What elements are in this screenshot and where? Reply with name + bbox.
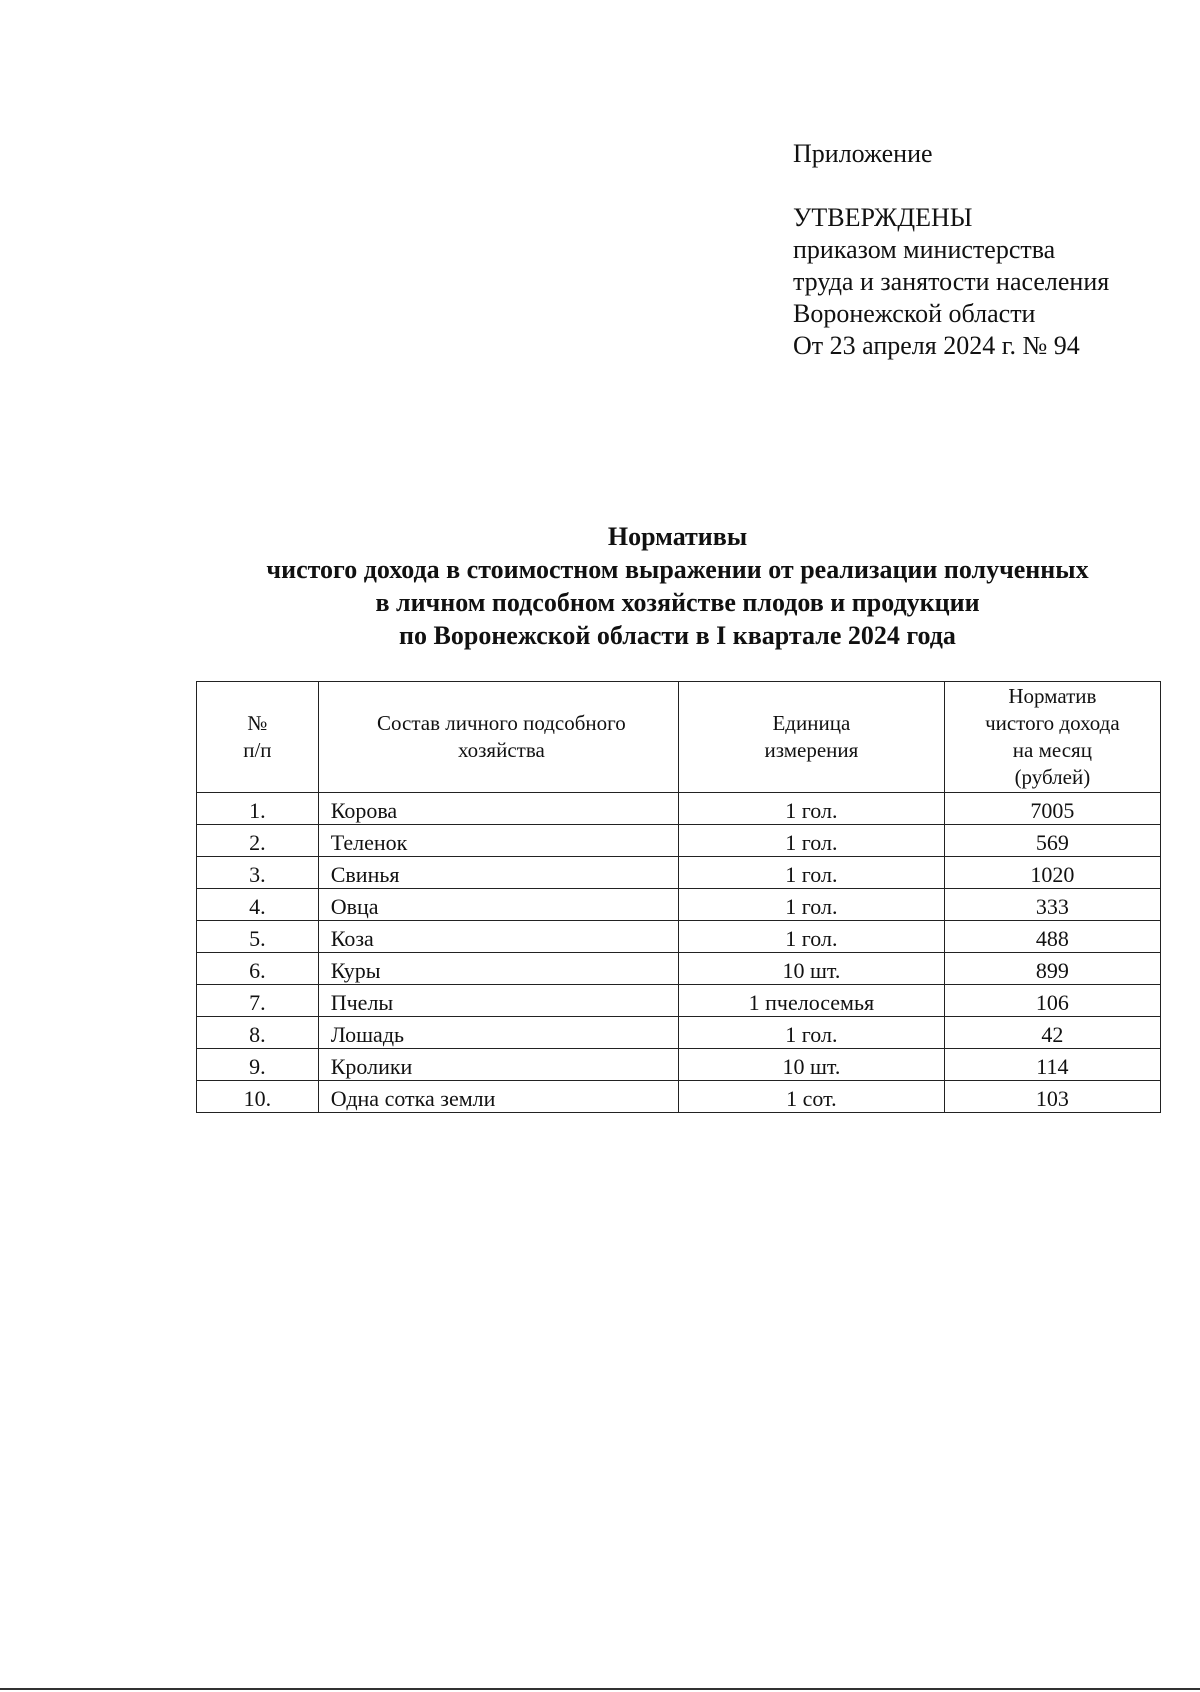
approved-heading: УТВЕРЖДЕНЫ [793,203,973,232]
table-header-row [197,682,1161,793]
row-unit: 1 гол. [679,793,945,825]
header-unit-line: измерения [764,738,859,762]
header-value-line: чистого дохода [985,711,1120,735]
row-value: 1020 [944,857,1160,889]
table-row [197,857,1161,889]
row-num: 6. [197,953,319,985]
title-line: чистого дохода в стоимостном выражении от реализации полученных [266,555,1089,584]
row-name: Пчелы [318,985,678,1017]
row-num: 1. [197,793,319,825]
row-unit: 1 гол. [679,1017,945,1049]
row-num: 7. [197,985,319,1017]
row-unit: 1 гол. [679,921,945,953]
approval-line: приказом министерства [793,235,1056,264]
header-unit [679,682,945,793]
table-row [197,921,1161,953]
row-unit: 10 шт. [679,953,945,985]
row-num: 8. [197,1017,319,1049]
row-value: 42 [944,1017,1160,1049]
title-line: по Воронежской области в I квартале 2024 года [399,621,956,650]
row-value: 114 [944,1049,1160,1081]
header-value [944,682,1160,793]
norms-table [196,681,1161,1113]
row-num: 2. [197,825,319,857]
header-value-line: Норматив [1008,684,1097,708]
row-name: Овца [318,889,678,921]
header-num-line: п/п [243,738,272,762]
table-row [197,953,1161,985]
row-num: 5. [197,921,319,953]
row-value: 106 [944,985,1160,1017]
row-num: 4. [197,889,319,921]
row-num: 9. [197,1049,319,1081]
row-name: Кролики [318,1049,678,1081]
page-bottom-rule [0,1688,1200,1690]
row-name: Корова [318,793,678,825]
row-value: 103 [944,1081,1160,1113]
row-name: Теленок [318,825,678,857]
row-unit: 1 гол. [679,825,945,857]
header-name-line: Состав личного подсобного [376,711,626,735]
row-name: Свинья [318,857,678,889]
row-value: 899 [944,953,1160,985]
row-name: Одна сотка земли [318,1081,678,1113]
row-num: 10. [197,1081,319,1113]
table-row [197,793,1161,825]
title-line: в личном подсобном хозяйстве плодов и продукции [375,588,980,617]
header-value-line: (рублей) [1014,765,1091,789]
header-unit-line: Единица [772,711,851,735]
row-unit: 1 гол. [679,857,945,889]
header-num-line: № [247,711,268,735]
header-num [197,682,319,793]
approval-line: труда и занятости населения [793,267,1110,296]
table-row [197,1081,1161,1113]
row-unit: 10 шт. [679,1049,945,1081]
table-row [197,1017,1161,1049]
appendix-label: Приложение [793,139,933,168]
row-value: 569 [944,825,1160,857]
header-name-line: хозяйства [457,738,545,762]
title-line: Нормативы [607,522,748,551]
row-unit: 1 пчелосемья [679,985,945,1017]
table-row [197,889,1161,921]
row-value: 7005 [944,793,1160,825]
row-name: Куры [318,953,678,985]
approval-line: Воронежской области [793,299,1036,328]
header-name [318,682,678,793]
header-value-line: на месяц [1012,738,1092,762]
document-title [0,520,1200,652]
row-unit: 1 гол. [679,889,945,921]
row-unit: 1 сот. [679,1081,945,1113]
row-name: Коза [318,921,678,953]
table-row [197,985,1161,1017]
row-value: 333 [944,889,1160,921]
table-row [197,825,1161,857]
approval-block [793,138,1109,362]
row-value: 488 [944,921,1160,953]
row-name: Лошадь [318,1017,678,1049]
order-date-number: От 23 апреля 2024 г. № 94 [793,331,1080,360]
table-row [197,1049,1161,1081]
row-num: 3. [197,857,319,889]
